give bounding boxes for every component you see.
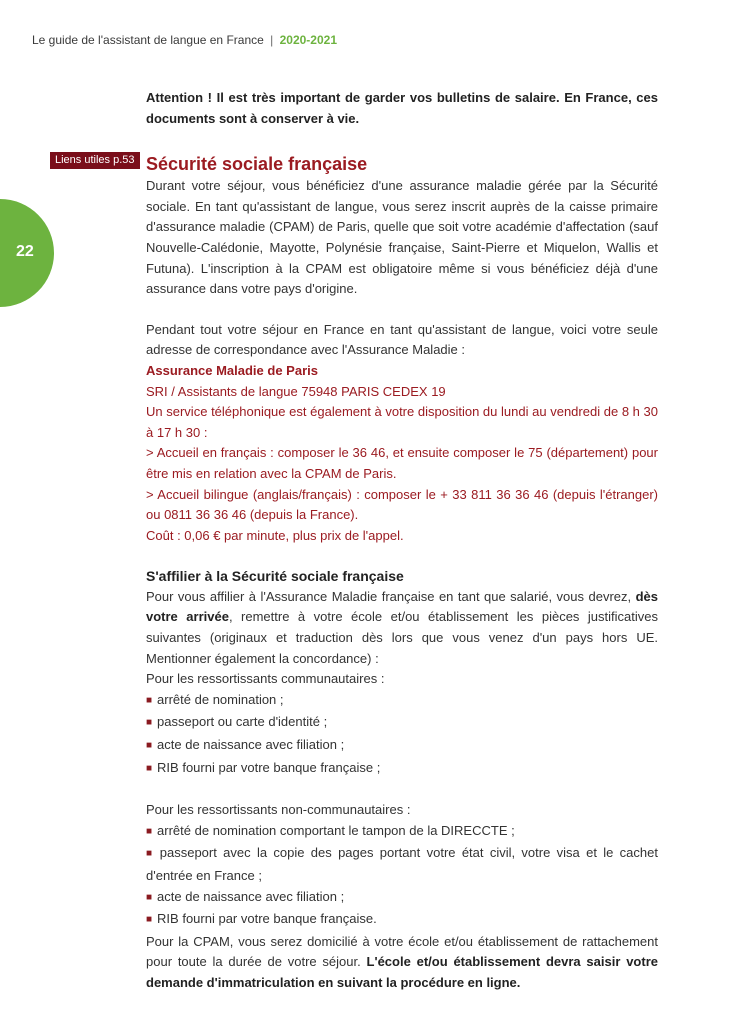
affilier-heading: S'affilier à la Sécurité sociale française: [146, 568, 404, 585]
list-item: ■ arrêté de nomination comportant le tampon de la DIRECCTE ;: [146, 822, 515, 838]
header-separator: |: [270, 33, 274, 47]
list-item: ■ passeport ou carte d'identité ;: [146, 714, 328, 730]
square-bullet-icon: ■: [146, 825, 153, 837]
org-name: Assurance Maladie de Paris: [146, 362, 318, 378]
square-bullet-icon: ■: [146, 740, 153, 752]
affilier-intro-emphasis: dès votre arrivée: [146, 588, 658, 625]
attention-note: Attention ! Il est très important de garder vos bulletins de salaire. En France, ces documents sont à conserver à vie.: [146, 90, 658, 126]
closing-emphasis: L'école et/ou établissement devra saisir votre demande d'immatriculation en suivant la procédure en ligne.: [146, 954, 658, 990]
list-item: ■ acte de naissance avec filiation ;: [146, 737, 345, 753]
affilier-intro: [146, 587, 658, 669]
list-item: ■ passeport avec la copie des pages portant votre état civil, votre visa et le cachet d'entrée en France ;: [146, 845, 658, 883]
closing-start: Pour la CPAM, vous serez domicilié à votre école et/ou établissement de rattachement pour toute la durée de votre séjour.: [146, 933, 658, 970]
list-item: ■ RIB fourni par votre banque française.: [146, 911, 377, 927]
non-eu-label: Pour les ressortissants non-communautaires :: [146, 802, 411, 818]
square-bullet-icon: ■: [146, 848, 155, 860]
phone-french: > Accueil en français : composer le 36 46, et ensuite composer le 75 (département) pour être mis en relation avec la CPAM de Paris.: [146, 445, 658, 481]
affilier-intro-start: Pour vous affilier à l'Assurance Maladie française en tant que salarié, vous devrez,: [146, 588, 636, 604]
org-address: SRI / Assistants de langue 75948 PARIS CEDEX 19: [146, 383, 446, 399]
square-bullet-icon: ■: [146, 914, 153, 926]
closing-paragraph: [146, 932, 658, 994]
eu-label: Pour les ressortissants communautaires :: [146, 671, 385, 687]
phone-bilingual: > Accueil bilingue (anglais/français) : composer le + 33 811 36 36 46 (depuis l'étranger) ou 0811 36 36 46 (depuis la France).: [146, 486, 658, 523]
list-item: ■ acte de naissance avec filiation ;: [146, 888, 345, 904]
eu-document-list: [146, 690, 658, 780]
secu-intro: Durant votre séjour, vous bénéficiez d'une assurance maladie gérée par la Sécurité sociale. En tant qu'assistant de langue, vous serez inscrit auprès de la caisse primaire d'assurance maladie (CPAM) de Paris, quelle que soit votre académie d'affectation (sauf Nouvelle-Calédonie, Mayotte, Polynésie française, Saint-Pierre et Miquelon, Wallis et Futuna). L'inscription à la CPAM est obligatoire même si vous bénéficiez déjà d'une assurance dans votre pays d'origine.: [146, 178, 658, 297]
header-year: 2020-2021: [279, 33, 337, 47]
non-eu-document-list: [146, 821, 658, 932]
list-item: ■ arrêté de nomination ;: [146, 691, 284, 707]
secu-heading: Sécurité sociale française: [146, 154, 368, 175]
useful-links-tag: Liens utiles p.53: [50, 152, 140, 169]
call-cost: Coût : 0,06 € par minute, plus prix de l'appel.: [146, 527, 404, 543]
affilier-intro-end: , remettre à votre école et/ou établissement les pièces justificatives suivantes (originaux et traduction dès lors que vous venez d'un pays hors UE. Mentionner également la concordance) :: [146, 609, 658, 666]
address-intro: Pendant tout votre séjour en France en tant qu'assistant de langue, voici votre seule adresse de correspondance avec l'Assurance Maladie :: [146, 321, 658, 358]
square-bullet-icon: ■: [146, 762, 153, 774]
phone-service: Un service téléphonique est également à votre disposition du lundi au vendredi de 8 h 30 à 17 h 30 :: [146, 404, 658, 440]
square-bullet-icon: ■: [146, 694, 153, 706]
guide-title: Le guide de l'assistant de langue en France: [32, 33, 264, 47]
main-content: [146, 88, 658, 994]
running-header: [32, 33, 337, 47]
page-number: 22: [16, 243, 34, 260]
square-bullet-icon: ■: [146, 891, 153, 903]
list-item: ■ RIB fourni par votre banque française ;: [146, 759, 381, 775]
square-bullet-icon: ■: [146, 717, 153, 729]
